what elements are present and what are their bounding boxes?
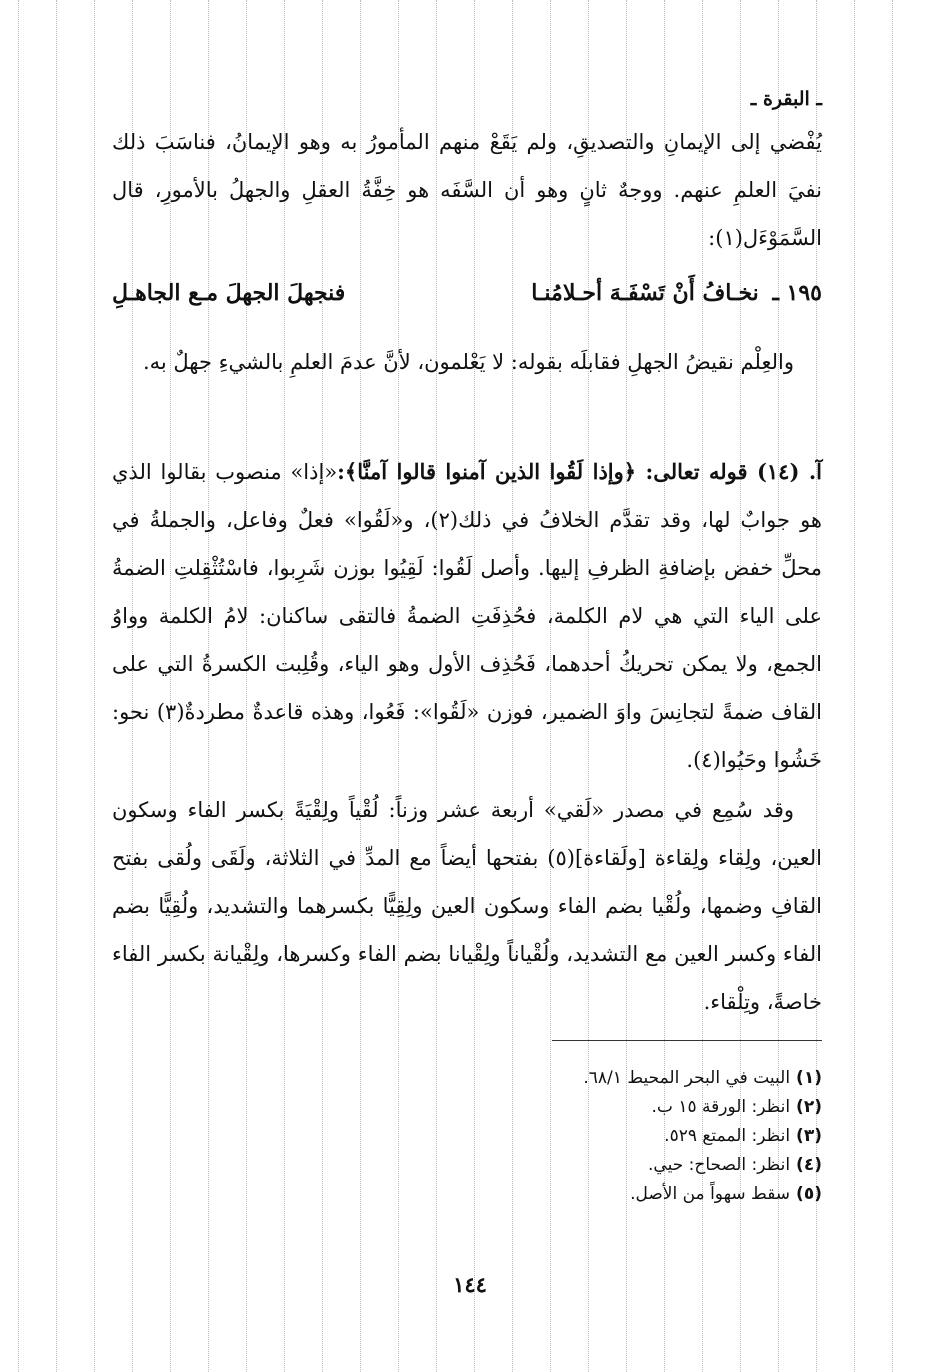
footnote-text: انظر: الورقة ١٥ ب. bbox=[651, 1097, 791, 1117]
footnote bbox=[583, 1122, 822, 1151]
paragraph-2: والعِلْم نقيضُ الجهلِ فقابلَه بقوله: لا يَعْلمون، لأنَّ عدمَ العلمِ بالشيءِ جهلٌ به. bbox=[142, 350, 794, 374]
paragraph-3-text: «إذا» منصوب بقالوا الذي هو جوابٌ لها، وقد تقدَّم الخلافُ في ذلك(٢)، و«لَقُوا» فعلٌ وفاعل، والجملةُ في محلِّ خفض بإضافةِ الظرفِ إليها. وأصل لَقُوا: لَقِيُوا بوزن شَرِبوا، فاسْتُثْقِلتِ الضمةُ على الياء التي هي لام الكلمة، فحُذِفَتِ الضمةُ فالتقى ساكنان: لامُ الكلمة وواوُ الجمع، ولا يمكن تحريكُ أحدهما، فَحُذِف الأول وهو الياء، وقُلِبت الكسرةُ التي على القاف ضمةً لتجانِسَ واوَ الضمير، فوزن «لَقُوا»: فَعُوا، وهذه قاعدةٌ مطردةٌ(٣) نحو: خَشُوا وحَيُوا(٤). bbox=[112, 460, 822, 772]
footnote-text: سقط سهواً من الأصل. bbox=[630, 1184, 791, 1204]
grid-line bbox=[56, 0, 57, 1372]
footnote-separator bbox=[552, 1040, 822, 1041]
grid-line bbox=[854, 0, 855, 1372]
verse-line bbox=[112, 280, 822, 306]
paragraph-1: يُفْضي إلى الإيمانِ والتصديقِ، ولم يَقَعْ منهم المأمورُ به وهو الإيمانُ، فناسَبَ ذلك نفيَ العلمِ عنهم. ووجهٌ ثانٍ وهو أن السَّفَه هو خِفَّةُ العقلِ والجهلُ بالأمورِ، قال السَّمَوْءَل(١): bbox=[112, 130, 822, 250]
grid-line bbox=[18, 0, 19, 1372]
running-head: ـ البقرة ـ bbox=[750, 88, 822, 110]
page-number: ١٤٤ bbox=[453, 1272, 487, 1297]
verse-heading: آ. (١٤) قوله تعالى: ﴿وإذا لَقُوا الذين آمنوا قالوا آمنَّا﴾: bbox=[337, 459, 822, 484]
footnote-number: (٥) bbox=[796, 1184, 822, 1204]
footnote-text: البيت في البحر المحيط ٦٨/١. bbox=[583, 1068, 791, 1088]
footnotes bbox=[583, 1064, 822, 1209]
verse-number: ١٩٥ ـ bbox=[772, 280, 822, 306]
verse-hemistich-1: نخـافُ أَنْ تَسْفَـهَ أحـلامُنـا bbox=[531, 280, 759, 306]
footnote bbox=[583, 1093, 822, 1122]
verse-hemistich-2: فنجهلَ الجهلَ مـع الجاهـلِ bbox=[112, 280, 346, 306]
paragraph-4: وقد سُمِع في مصدر «لَقي» أربعة عشر وزناً: لُقْياً ولِقْيَةً بكسر الفاء وسكون العين، ولِقاء ولِقاءة [ولَقاءة](٥) بفتحها أيضاً مع المدِّ في الثلاثة، ولَقَى ولُقى بفتح القافِ وضمها، ولُقْيا بضم الفاء وسكون العين ولِقِيًّا بكسرهما والتشديد، ولُقِيًّا بضم الفاء وكسر العين مع التشديد، ولُقْياناً ولِقْيانا بضم الفاء وكسرها، ولِقْيانة بكسر الفاء خاصةً، وتِلْقاء. bbox=[112, 798, 822, 1014]
footnote-number: (٣) bbox=[796, 1126, 822, 1146]
paragraph-3 bbox=[112, 448, 822, 784]
footnote bbox=[583, 1064, 822, 1093]
grid-line bbox=[892, 0, 893, 1372]
footnote-text: انظر: الصحاح: حيي. bbox=[648, 1155, 791, 1175]
footnote bbox=[583, 1180, 822, 1209]
grid-line bbox=[94, 0, 95, 1372]
footnote-number: (٤) bbox=[796, 1155, 822, 1175]
footnote-number: (٢) bbox=[796, 1097, 822, 1117]
footnote bbox=[583, 1151, 822, 1180]
footnote-number: (١) bbox=[796, 1068, 822, 1088]
footnote-text: انظر: الممتع ٥٢٩. bbox=[664, 1126, 791, 1146]
